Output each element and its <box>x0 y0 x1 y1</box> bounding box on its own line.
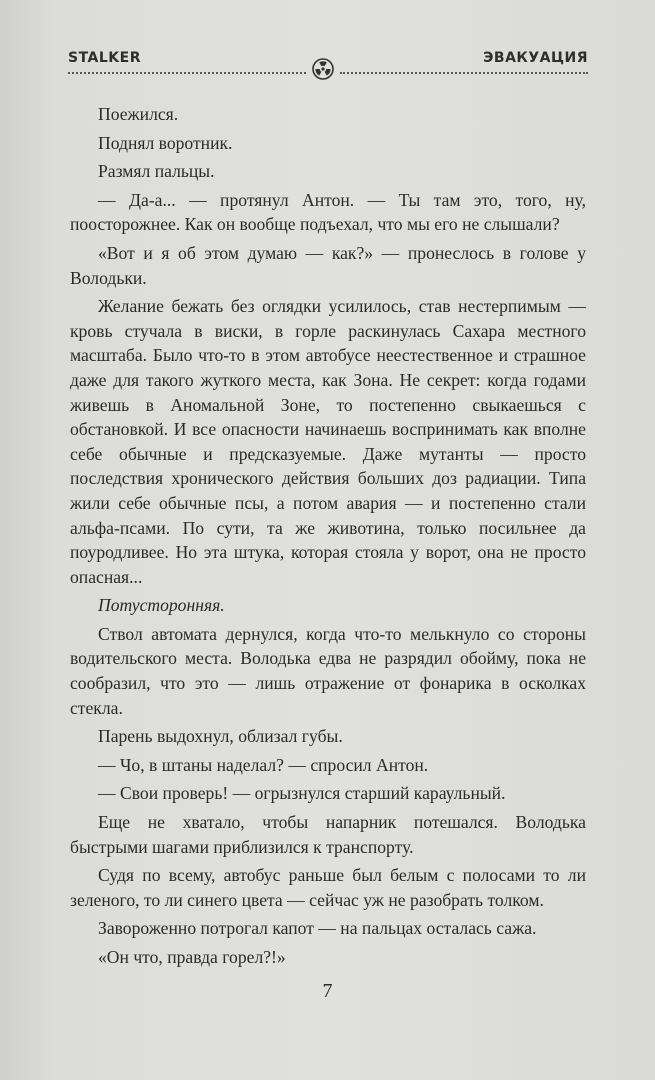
paragraph: Ствол автомата дернулся, когда что-то мелькнуло со стороны водительского места. Володька едва не разрядил обойму, пока не сообразил, что это — лишь отражение от фонарика в осколках стекла. <box>70 623 586 718</box>
paragraph: Размял пальцы. <box>98 161 215 182</box>
paragraph: Желание бежать без оглядки усилилось, став нестерпимым — кровь стучала в виски, в горле раскинулась Сахара местного масштаба. Было что-то в этом автобусе неестественное и страшное даже для такого жуткого места, как Зона. Не секрет: когда годами живешь в Аномальной Зоне, то постепенно свыкаешься с обстановкой. И все опасности начинаешь воспринимать как вполне себе обычные и предсказуемые. Даже мутанты — просто последствия хронического действия больших доз радиации. Типа жили себе обычные псы, а потом авария — и постепенно стали альфа-псами. По сути, та же животина, только посильнее да поуродливее. Но эта штука, которая стояла у ворот, она не просто опасная... <box>70 296 586 587</box>
header-dotted-rule-right <box>340 72 588 74</box>
series-title: STALKER <box>68 50 141 66</box>
paragraph: Потусторонняя. <box>98 595 225 616</box>
paragraph: — Свои проверь! — огрызнулся старший караульный. <box>98 783 506 804</box>
paragraph: — Да-а... — протянул Антон. — Ты там это, того, ну, поосторожнее. Как он вообще подъехал, что мы его не слышали? <box>70 189 586 235</box>
page-number: 7 <box>322 980 333 1002</box>
paragraph: Судя по всему, автобус раньше был белым с полосами то ли зеленого, то ли синего цвета — сейчас уж не разобрать толком. <box>70 865 586 910</box>
running-header <box>68 50 588 78</box>
radiation-hazard-icon <box>312 58 334 80</box>
paragraph: Поднял воротник. <box>98 132 233 153</box>
paragraph: Еще не хватало, чтобы напарник потешался. Володька быстрыми шагами приблизился к транспорту. <box>70 812 586 857</box>
paragraph: — Чо, в штаны наделал? — спросил Антон. <box>98 754 429 775</box>
paragraph: «Вот и я об этом думаю — как?» — пронеслось в голове у Володьки. <box>70 242 586 288</box>
paragraph: «Он что, правда горел?!» <box>98 947 286 967</box>
paragraph: Поежился. <box>98 104 179 124</box>
body-text <box>70 98 586 970</box>
paragraph: Завороженно потрогал капот — на пальцах осталась сажа. <box>98 918 537 939</box>
chapter-title: ЭВАКУАЦИЯ <box>483 50 588 66</box>
header-dotted-rule-left <box>68 72 306 74</box>
paragraph: Парень выдохнул, облизал губы. <box>98 726 343 747</box>
